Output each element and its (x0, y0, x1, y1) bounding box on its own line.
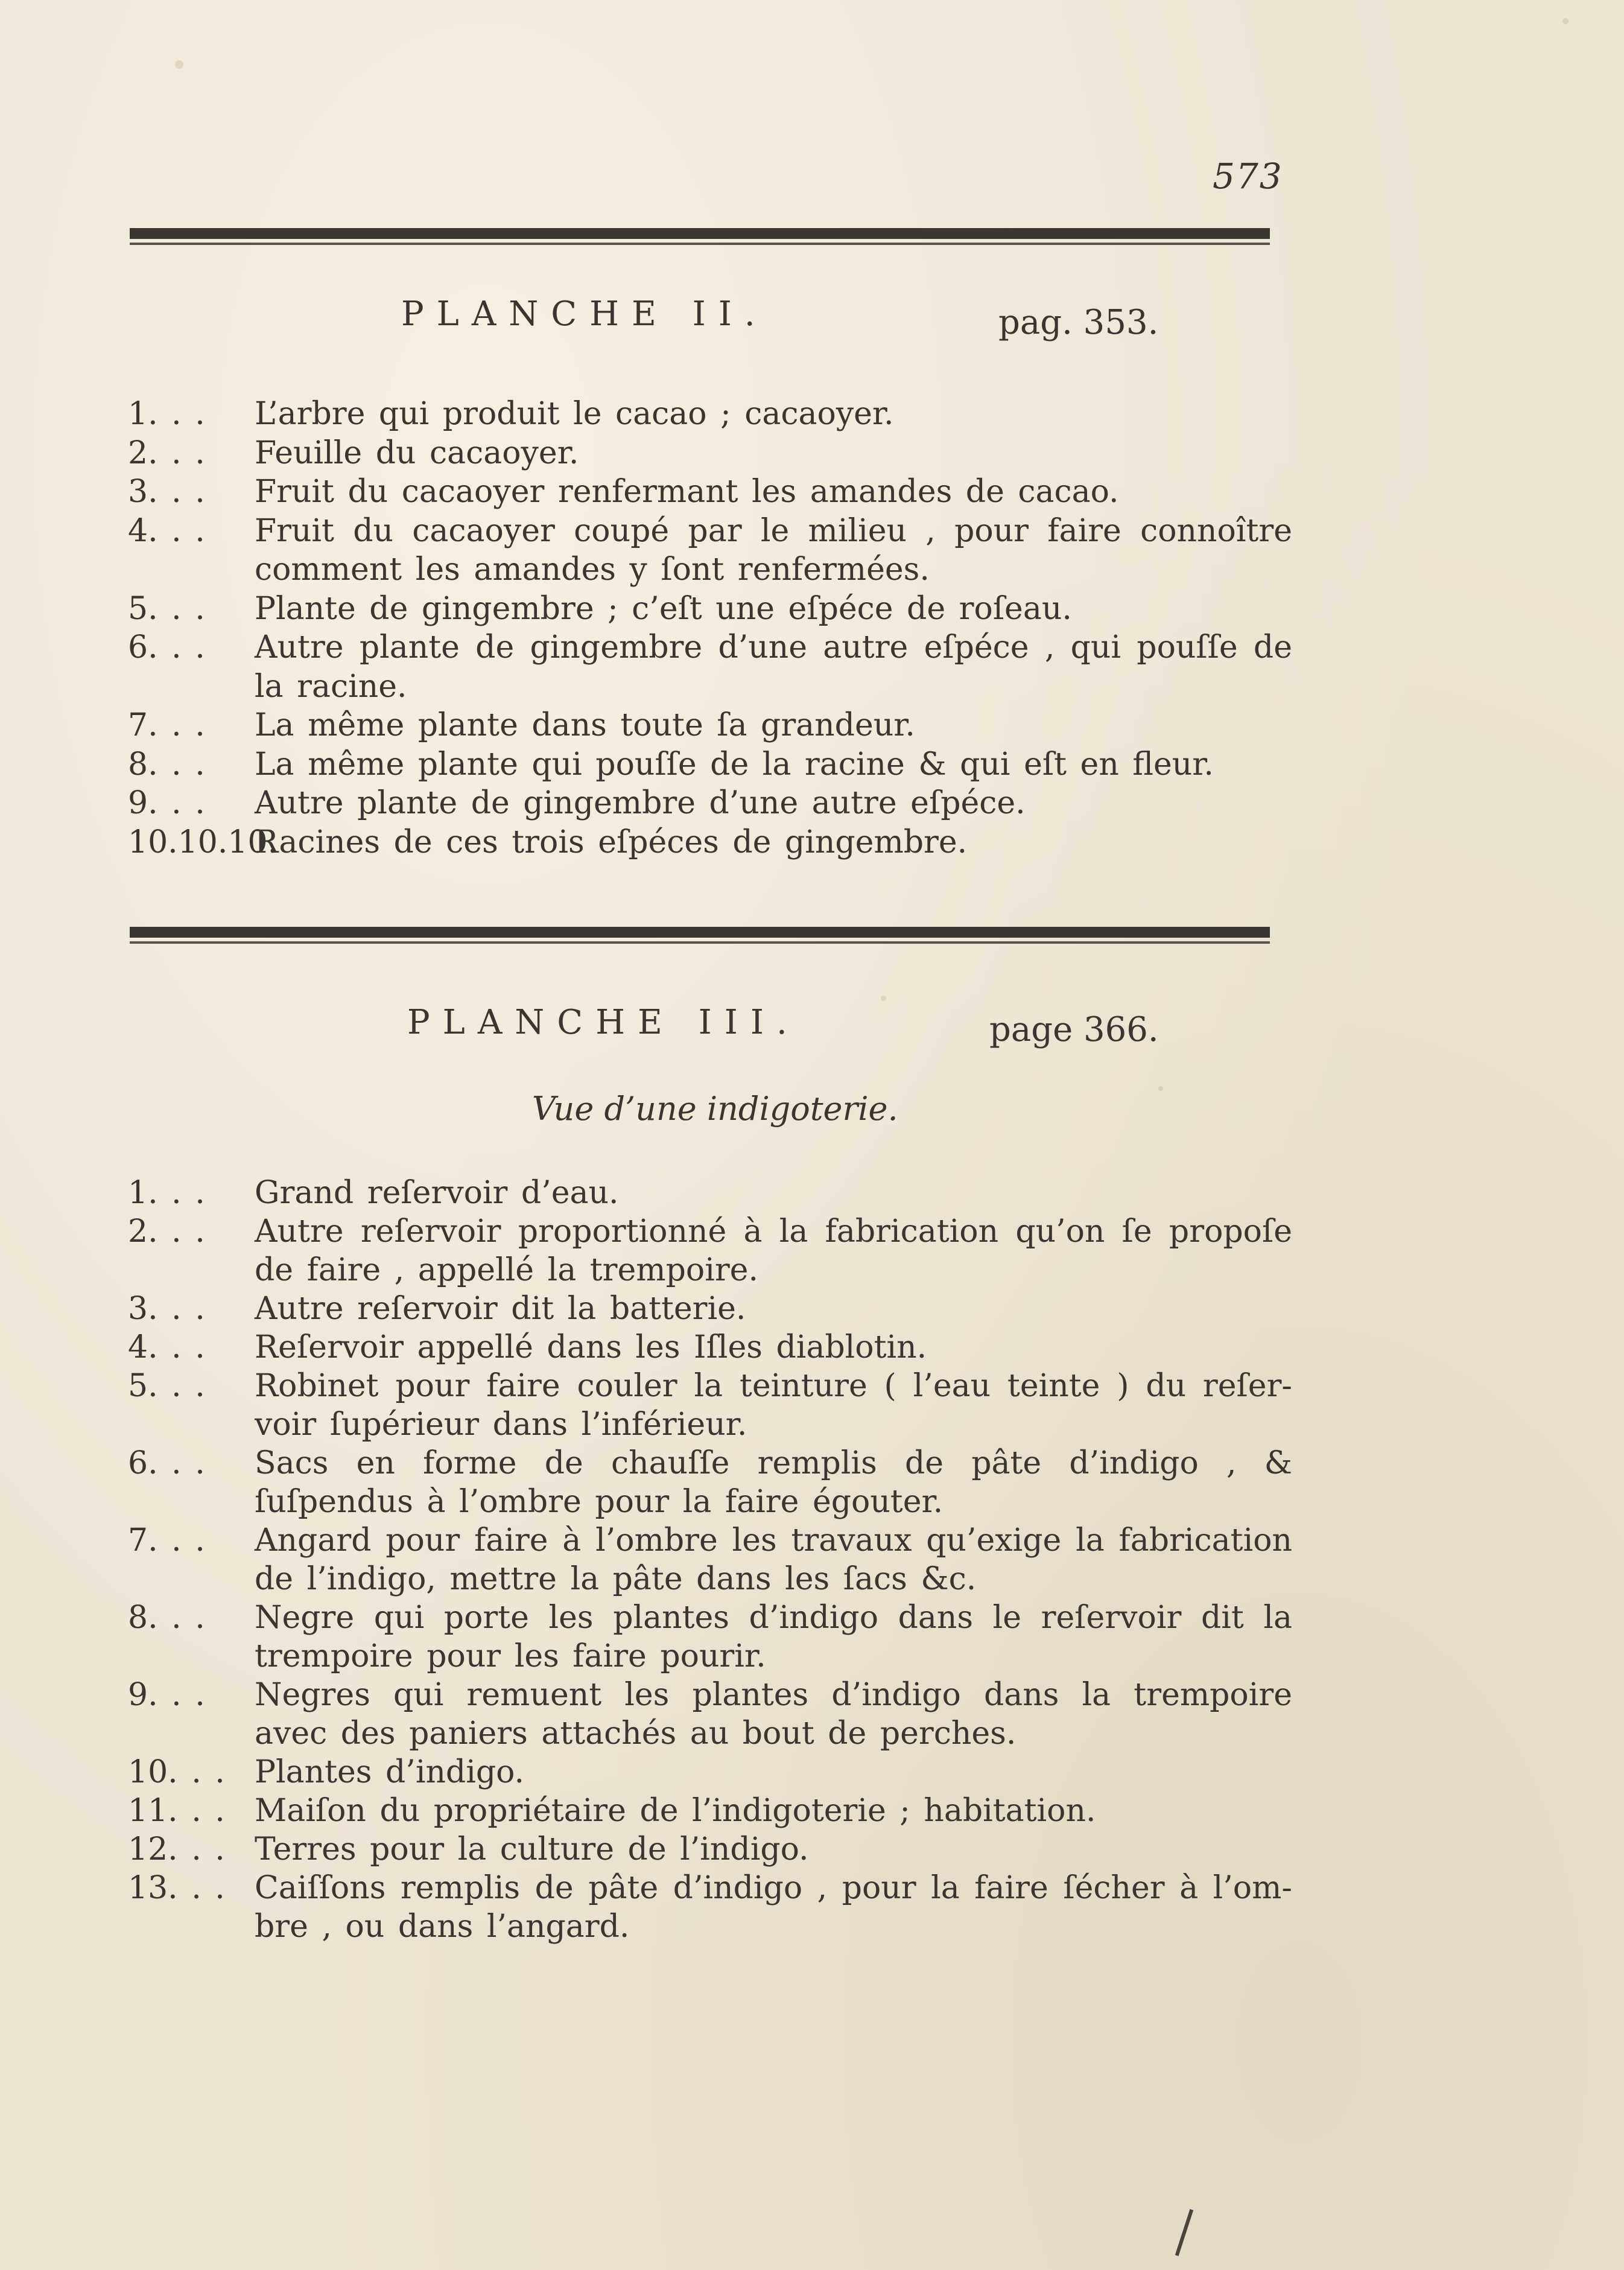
pen-mark (1175, 2209, 1193, 2256)
legend-entry (128, 1444, 1292, 1521)
paper-stain (175, 60, 183, 69)
entry-text: Angard pour faire à l’ombre les travaux qu’exige la fabrication de l’indigo, mettre la pâte dans les ſacs &c. (255, 1522, 1292, 1597)
entry-number: 13. . . (128, 1870, 225, 1906)
entry-number: 8. . . (128, 1600, 205, 1636)
legend-entry (128, 628, 1292, 706)
entry-text: Feuille du cacaoyer. (255, 434, 579, 471)
entry-number: 9. . . (128, 785, 205, 821)
legend-entry (128, 1289, 1292, 1328)
legend-entry (128, 1869, 1292, 1946)
section-rule (130, 228, 1270, 246)
plate-3-heading: PLANCHE III. (407, 1003, 800, 1042)
plate-3-page-ref: page 366. (989, 1010, 1159, 1049)
entry-text: Reſervoir appellé dans les Iſles diablotin. (255, 1329, 927, 1365)
entry-text: Plantes d’indigo. (255, 1754, 525, 1790)
plate-3-subtitle: Vue d’une indigoterie. (532, 1090, 898, 1128)
entry-number: 8. . . (128, 746, 205, 783)
legend-entry (128, 823, 1292, 862)
entry-number: 2. . . (128, 1213, 205, 1250)
plate-3-legend (128, 1174, 1292, 1946)
legend-entry (128, 1521, 1292, 1598)
entry-number: 5. . . (128, 1368, 205, 1404)
entry-number: 4. . . (128, 1329, 205, 1365)
entry-text: Autre plante de gingembre d’une autre eſpéce , qui pouſſe de la racine. (255, 629, 1292, 705)
plate-2-legend (128, 395, 1292, 862)
legend-entry (128, 512, 1292, 590)
legend-entry (128, 1367, 1292, 1444)
entry-text: La même plante dans toute ſa grandeur. (255, 707, 915, 743)
rule-thick-line (130, 228, 1270, 239)
legend-entry (128, 590, 1292, 629)
entry-text: Grand reſervoir d’eau. (255, 1175, 619, 1211)
legend-entry (128, 434, 1292, 473)
legend-entry (128, 706, 1292, 745)
entry-text: Maiſon du propriétaire de l’indigoterie ; habitation. (255, 1793, 1096, 1829)
paper-stain (1562, 18, 1568, 24)
paper-stain (1158, 1086, 1163, 1091)
page-number: 573 (1213, 156, 1283, 197)
entry-number: 11. . . (128, 1793, 225, 1829)
entry-number: 1. . . (128, 396, 205, 432)
rule-thin-line (130, 243, 1270, 245)
entry-number: 5. . . (128, 590, 205, 627)
plate-2-page-ref: pag. 353. (998, 303, 1159, 342)
entry-text: Autre plante de gingembre d’une autre eſpéce. (255, 785, 1026, 821)
legend-entry (128, 1174, 1292, 1212)
legend-entry (128, 745, 1292, 784)
entry-text: Sacs en forme de chauſſe remplis de pâte d’indigo , & ſuſpendus à l’ombre pour la faire égouter. (255, 1445, 1292, 1520)
entry-text: Negres qui remuent les plantes d’indigo dans la trempoire avec des paniers attachés au bout de perches. (255, 1677, 1292, 1752)
entry-number: 1. . . (128, 1175, 205, 1211)
entry-text: Terres pour la culture de l’indigo. (255, 1831, 809, 1868)
paper-stain (881, 996, 886, 1001)
entry-text: Fruit du cacaoyer renfermant les amandes de cacao. (255, 474, 1119, 510)
rule-thin-line (130, 941, 1270, 944)
entry-text: Caiſſons remplis de pâte d’indigo , pour la faire ſécher à l’om-bre , ou dans l’angard. (255, 1870, 1292, 1945)
entry-number: 7. . . (128, 707, 205, 743)
entry-text: Robinet pour faire couler la teinture ( l’eau teinte ) du reſer-voir ſupérieur dans l’inférieur. (255, 1368, 1292, 1443)
entry-number: 6. . . (128, 1445, 205, 1481)
legend-entry (128, 1598, 1292, 1676)
entry-number: 7. . . (128, 1522, 205, 1559)
entry-text: Autre reſervoir dit la batterie. (255, 1291, 746, 1327)
rule-thick-line (130, 927, 1270, 938)
section-rule (130, 927, 1270, 945)
entry-number: 10. . . (128, 1754, 225, 1790)
entry-number: 9. . . (128, 1677, 205, 1713)
entry-text: Racines de ces trois eſpéces de gingembre. (255, 824, 968, 860)
legend-entry (128, 1212, 1292, 1289)
entry-number: 6. . . (128, 629, 205, 666)
legend-entry (128, 1328, 1292, 1367)
entry-number: 2. . . (128, 434, 205, 471)
legend-entry (128, 1792, 1292, 1830)
legend-entry (128, 395, 1292, 434)
entry-number: 10.10.10. (128, 824, 278, 860)
legend-entry (128, 784, 1292, 823)
entry-text: Plante de gingembre ; c’eſt une eſpéce de roſeau. (255, 590, 1072, 627)
plate-2-heading: PLANCHE II. (401, 294, 768, 334)
legend-entry (128, 472, 1292, 512)
entry-number: 3. . . (128, 1291, 205, 1327)
entry-number: 3. . . (128, 474, 205, 510)
entry-text: Autre reſervoir proportionné à la fabrication qu’on ſe propoſe de faire , appellé la trempoire. (255, 1213, 1292, 1288)
entry-number: 12. . . (128, 1831, 225, 1868)
entry-text: Fruit du cacaoyer coupé par le milieu , pour faire connoître comment les amandes y ſont renfermées. (255, 512, 1292, 588)
legend-entry (128, 1753, 1292, 1792)
entry-text: Negre qui porte les plantes d’indigo dans le reſervoir dit la trempoire pour les faire pourir. (255, 1600, 1292, 1674)
entry-number: 4. . . (128, 512, 205, 549)
entry-text: La même plante qui pouſſe de la racine & qui eſt en fleur. (255, 746, 1214, 783)
entry-text: L’arbre qui produit le cacao ; cacaoyer. (255, 396, 894, 432)
legend-entry (128, 1676, 1292, 1753)
legend-entry (128, 1830, 1292, 1869)
